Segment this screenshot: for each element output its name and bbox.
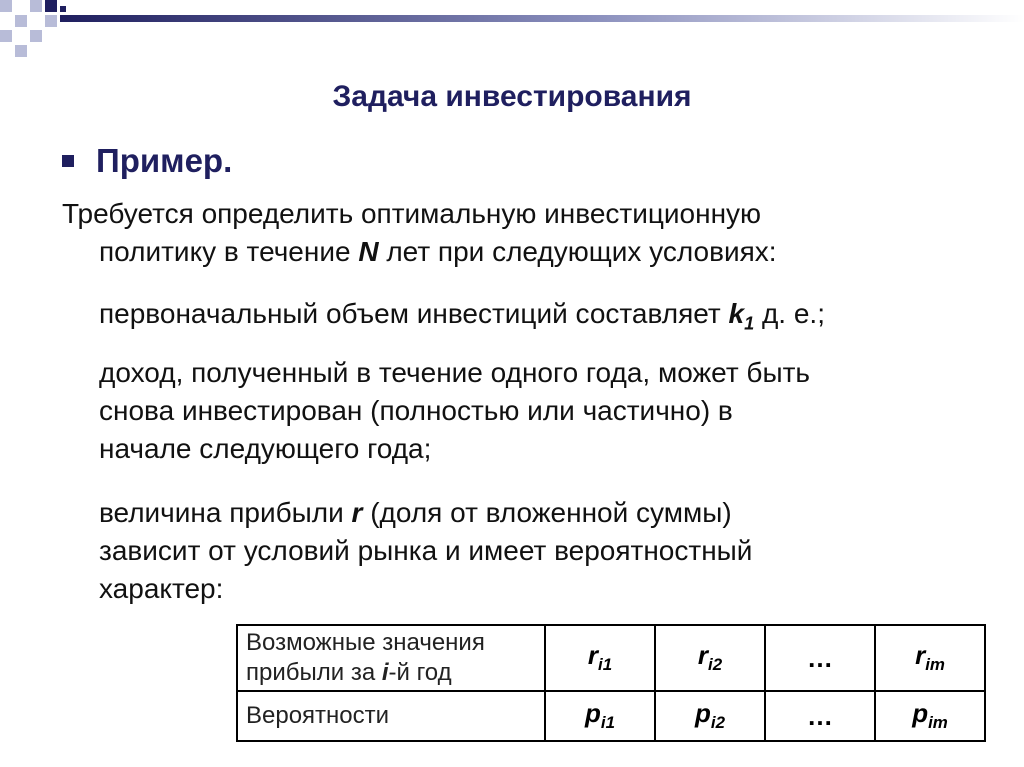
table-cell: $p_{im}$: [875, 691, 985, 741]
var-r: r: [351, 497, 363, 528]
profit-probability-table: [236, 624, 986, 742]
example-label: Пример.: [96, 142, 233, 179]
decorative-header-bar: [0, 0, 1024, 70]
table-row: [237, 625, 985, 691]
intro-line-2: политику в течение N лет при следующих условиях:: [99, 236, 777, 267]
condition-reinvestment: доход, полученный в течение одного года, может быть снова инвестирован (полностью или частично) в начале следующего года;: [99, 357, 811, 464]
table-cell: $r_{i2}$: [655, 625, 765, 691]
condition-initial-investment: первоначальный объем инвестиций составляет $k_1$ д. е.;: [99, 298, 825, 334]
intro-paragraph: [62, 195, 1012, 271]
table-cell: $r_{i1}$: [545, 625, 655, 691]
intro-line-1: Требуется определить оптимальную инвестиционную: [62, 198, 762, 229]
table-cell: $p_{i2}$: [655, 691, 765, 741]
var-k-subscript: 1: [744, 313, 755, 334]
condition-profit: величина прибыли r (доля от вложенной суммы) зависит от условий рынка и имеет вероятностный характер:: [99, 497, 753, 604]
square-bullet-icon: [62, 155, 74, 167]
table-row: [237, 691, 985, 741]
table-cell: $p_{i1}$: [545, 691, 655, 741]
row-header-profit-values: Возможные значения прибыли за i-й год: [237, 625, 545, 691]
row-header-probabilities: Вероятности: [237, 691, 545, 741]
slide-title: Задача инвестирования: [332, 80, 692, 113]
table-cell: $r_{im}$: [875, 625, 985, 691]
table-cell: …: [765, 625, 875, 691]
var-k: k: [728, 298, 745, 329]
var-n: N: [358, 236, 379, 267]
header-squares-graphic: [0, 0, 1024, 70]
table-cell: …: [765, 691, 875, 741]
example-bullet: [62, 142, 232, 180]
